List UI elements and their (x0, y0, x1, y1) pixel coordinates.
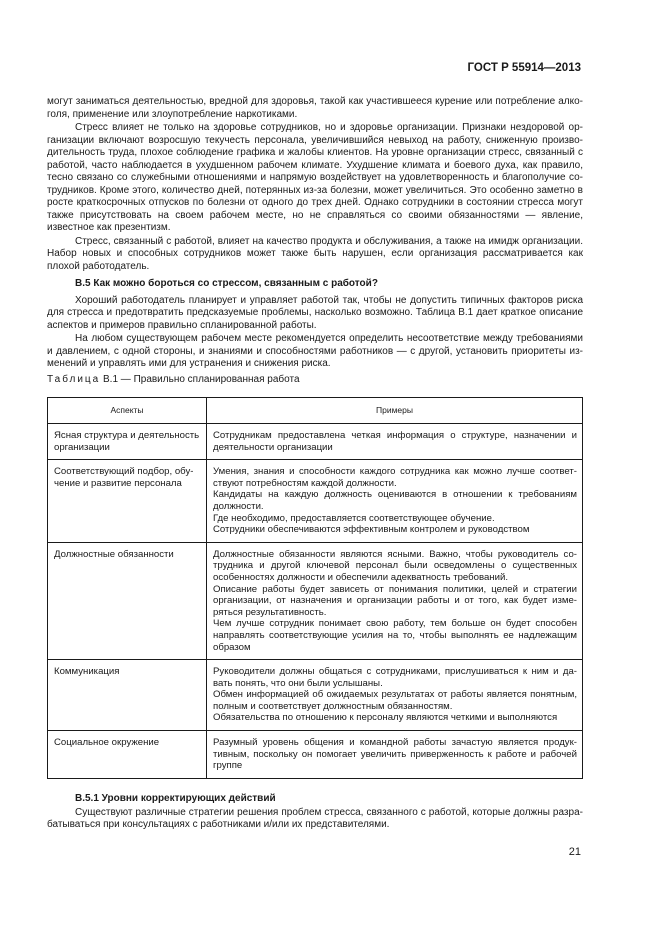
page-number: 21 (568, 846, 581, 858)
table-caption-word: Таблица (47, 374, 101, 385)
aspect-cell: Социальное окружение (48, 731, 207, 779)
paragraph: Хороший работодатель планирует и управляет работой так, чтобы не допустить типичных факторов риска для стресса и предотвратить предсказуемые проблемы, насколько возможно. Таблица В.1 дает краткое описание аспектов и примеров правильно спланированной работы. (47, 294, 583, 331)
section-b51 (47, 793, 583, 832)
column-header-examples: Примеры (207, 398, 583, 424)
example-line: Сотрудникам предоставлена четкая информация о структуре, назначении и деятельности организации (213, 430, 577, 453)
examples-cell (207, 542, 583, 659)
example-line: Чем лучше сотрудник понимает свою работу, тем больше он будет способен направлять соответствующие усилия на то, чтобы выполнять ее надлежащим образом (213, 618, 577, 653)
aspect-cell: Коммуникация (48, 660, 207, 731)
example-line: Обмен информацией об ожидаемых результатах от работы является понятным, полным и соответствует должностным обязанностям. (213, 689, 577, 712)
example-line: Обязательства по отношению к персоналу являются четкими и выполняются (213, 712, 558, 724)
table-row (48, 424, 583, 460)
table-row (48, 542, 583, 659)
aspect-cell: Ясная структура и деятельность организации (48, 424, 207, 460)
example-line: Кандидаты на каждую должность оцениваются в отношении к требованиям должности. (213, 489, 577, 512)
examples-cell (207, 460, 583, 543)
examples-cell (207, 731, 583, 779)
table-caption (47, 374, 300, 385)
examples-cell (207, 660, 583, 731)
table-row (48, 460, 583, 543)
example-line: Разумный уровень общения и командной работы зачастую является продуктивным, поскольку он помогает увеличить приверженность к работе и рабочей группе (213, 737, 577, 772)
example-line: Должностные обязанности являются ясными. Важно, чтобы руководитель сотрудника и другой ключевой персонал были осведомлены о существенных особенностях должности и обеспечили адекватность требований. (213, 548, 577, 583)
paragraph: могут заниматься деятельностью, вредной для здоровья, такой как участившееся курение или потребление алкоголя, применение или злоупотребление наркотиками. (47, 96, 583, 120)
paragraph: Стресс, связанный с работой, влияет на качество продукта и обслуживания, а также на имидж организации. Набор новых и способных сотрудников может также быть нарушен, если организация рассматривается как плохой работодатель. (47, 235, 583, 272)
aspect-cell: Должностные обязанности (48, 542, 207, 659)
table-b1 (47, 397, 583, 779)
standard-header: ГОСТ Р 55914—2013 (467, 62, 581, 74)
paragraph: На любом существующем рабочем месте рекомендуется определить несоответствие между требованиями и давлением, с одной стороны, и знаниями и способностями работников — с другой, установить приоритеты изменений и управлять ими для устранения и снижения риска. (47, 333, 583, 369)
example-line: Описание работы будет зависеть от понимания политики, целей и стратегии организации, от назначения и организации работы и от того, как будет измеряться результативность. (213, 583, 577, 618)
paragraph: Существуют различные стратегии решения проблем стресса, связанного с работой, которые должны разрабатываться при консультациях с работниками и/или их представителями. (47, 806, 583, 830)
example-line: Сотрудники обеспечиваются эффективным контролем и руководством (213, 524, 530, 536)
body-text (47, 96, 583, 372)
aspect-cell: Соответствующий подбор, обучение и развитие персонала (48, 460, 207, 543)
section-heading-b51: В.5.1 Уровни корректирующих действий (75, 793, 276, 804)
column-header-aspects: Аспекты (48, 398, 207, 424)
examples-cell (207, 424, 583, 460)
table-row (48, 660, 583, 731)
paragraph: Стресс влияет не только на здоровье сотрудников, но и здоровье организации. Признаки нездоровой организации включают возросшую текучесть персонала, увеличившийся невыход на работу, сниженную производительность труда, плохое соблюдение графика и жалобы клиентов. На уровне организации стресс, связанный с работой, часто наблюдается в ухудшенном рабочем климате. Ухудшение климата и боевого духа, как правило, тесно связано со служебными отношениями и напрямую воздействует на удовлетворенность и благополучие сотрудников. Кроме этого, количество дней, потерянных из-за болезни, может увеличиться. Это особенно заметно в росте краткосрочных отпусков по болезни от одного до трех дней. Однако сотрудники в состоянии стресса могут также присутствовать на своем рабочем месте, но не справляться со своими обязанностями — явление, известное как презентизм. (47, 122, 583, 233)
section-heading-b5: В.5 Как можно бороться со стрессом, связанным с работой? (75, 278, 378, 289)
example-line: Умения, знания и способности каждого сотрудника как можно лучше соответствуют потребностям каждой должности. (213, 466, 577, 489)
example-line: Руководители должны общаться с сотрудниками, прислушиваться к ним и давать понять, что они были услышаны. (213, 666, 577, 689)
table-header-row (48, 398, 583, 424)
table-row (48, 731, 583, 779)
example-line: Где необходимо, предоставляется соответствующее обучение. (213, 512, 495, 524)
table-caption-title: В.1 — Правильно спланированная работа (100, 374, 300, 385)
